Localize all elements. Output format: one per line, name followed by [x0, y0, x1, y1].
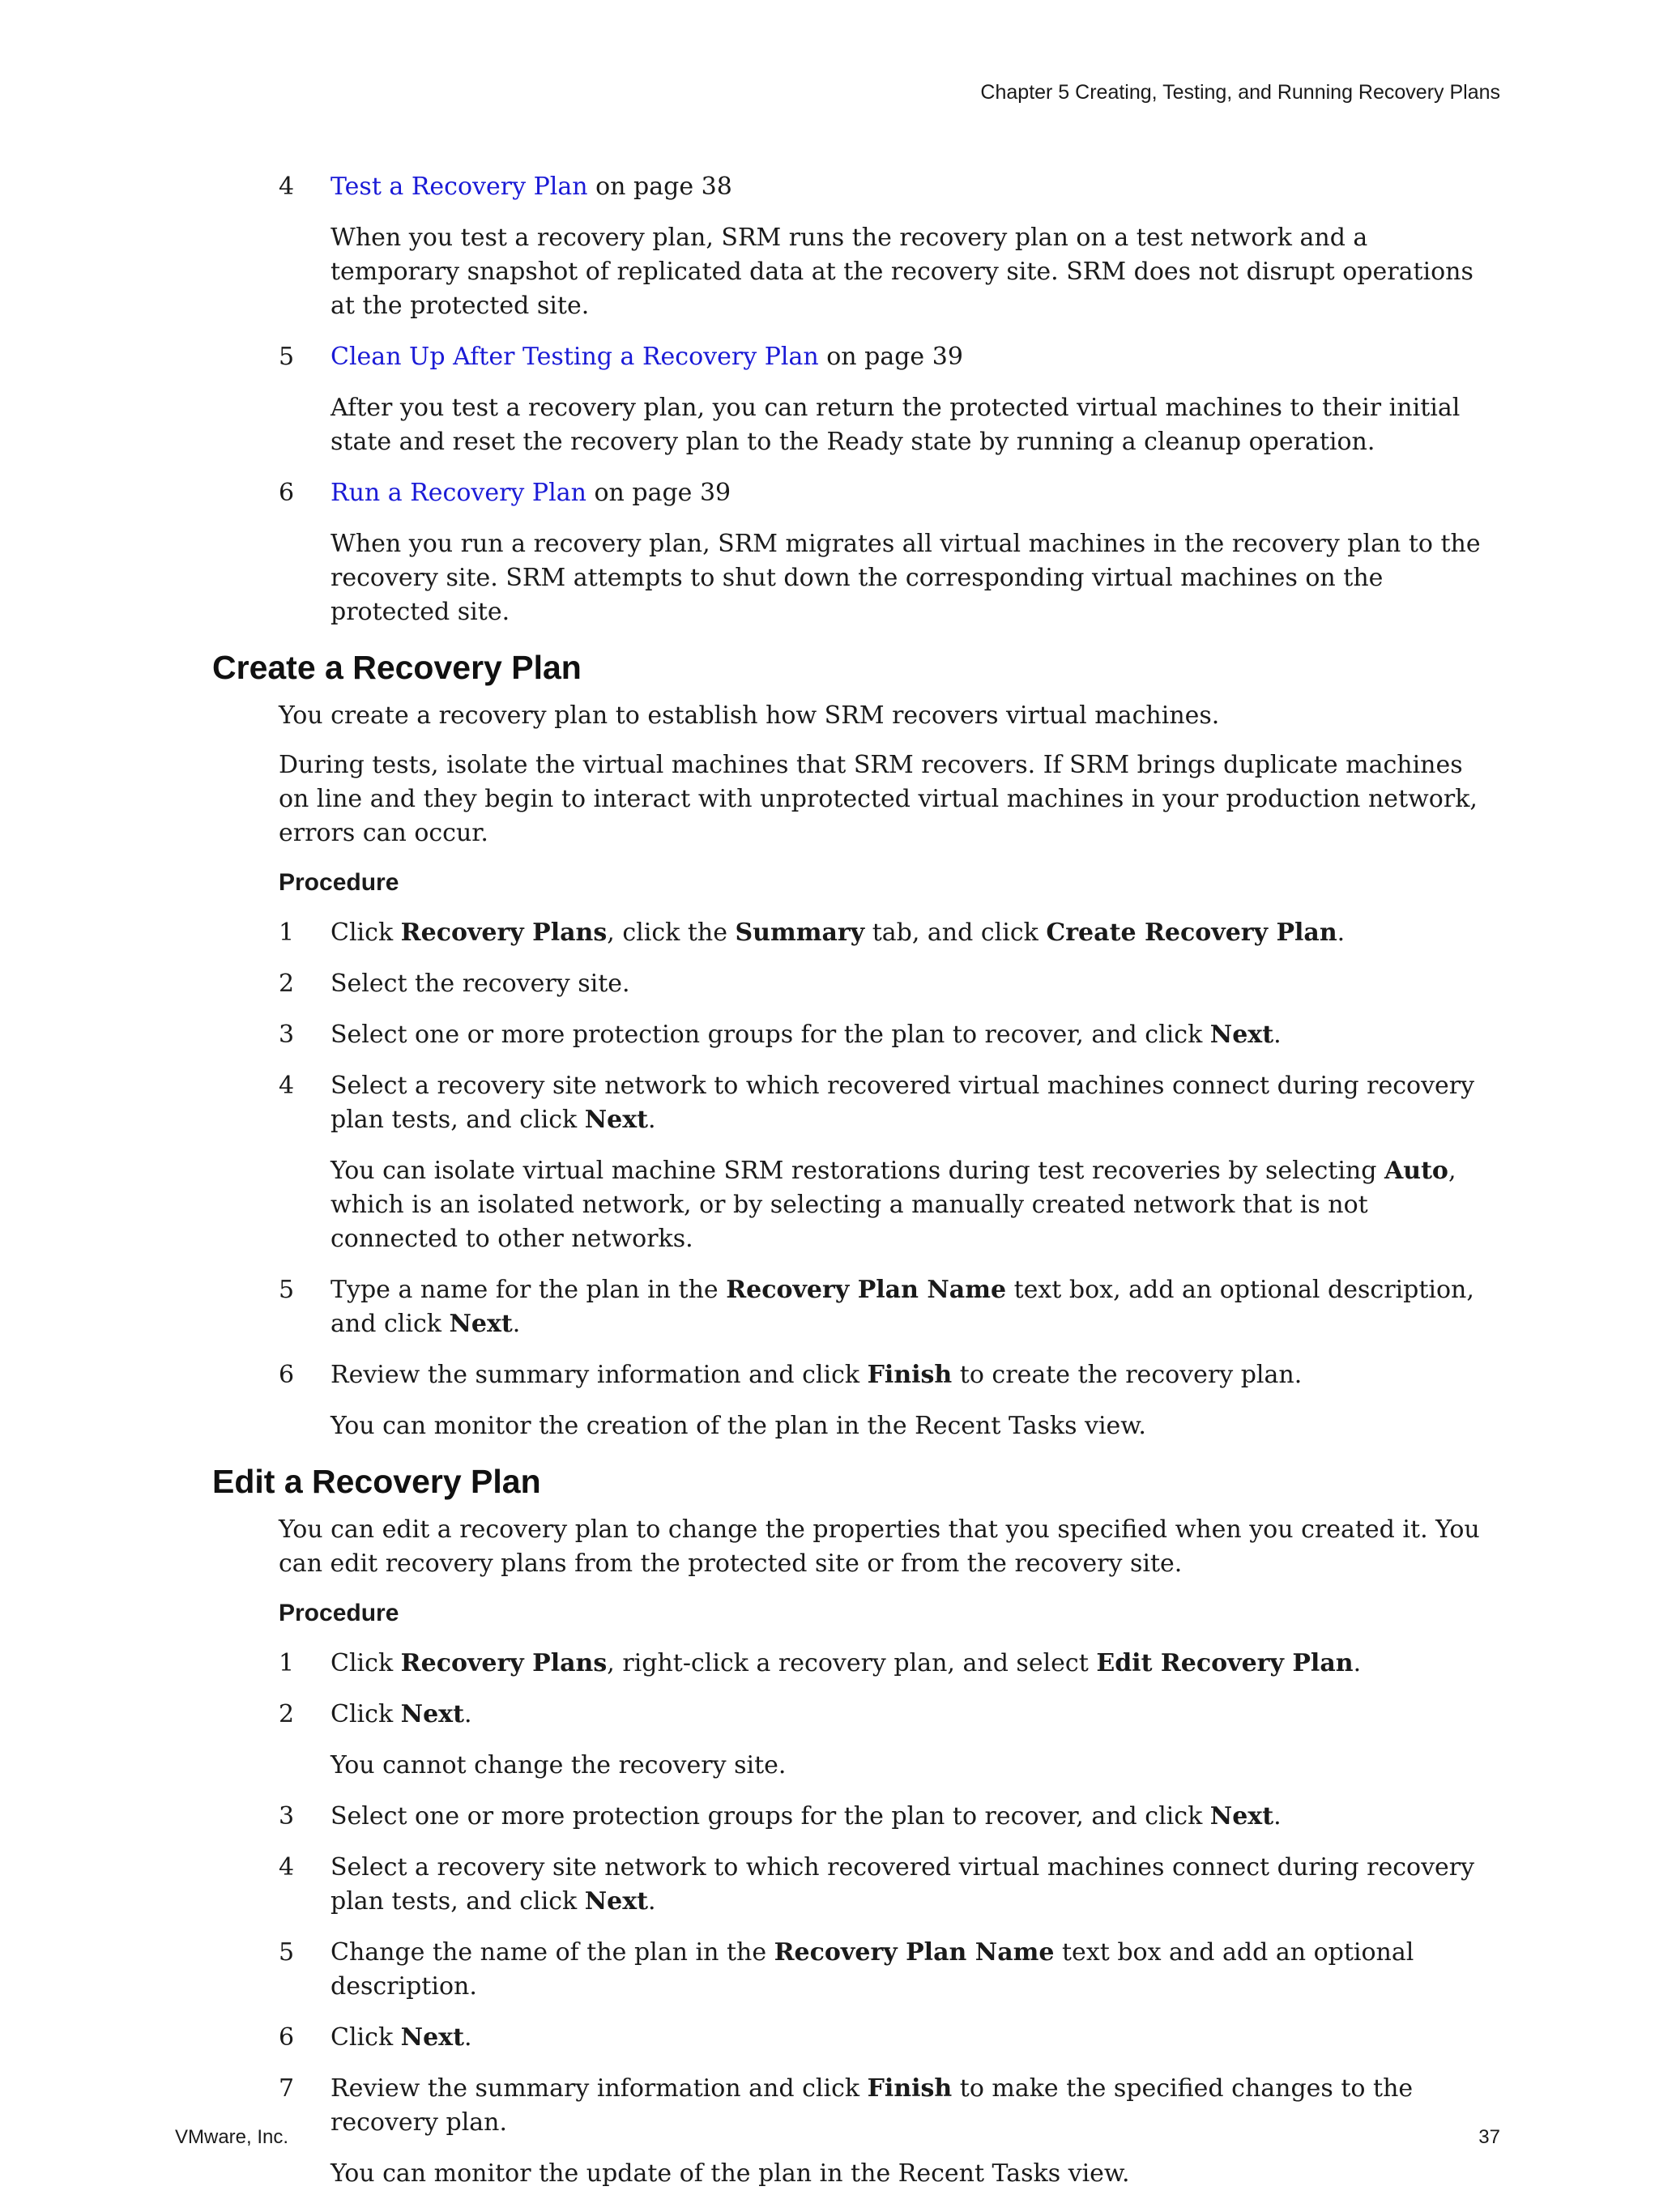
step-number: 4 [279, 1853, 295, 1882]
step-number: 2 [279, 970, 295, 998]
step-number: 1 [279, 918, 295, 947]
step-text [331, 340, 1489, 374]
procedure-step [279, 1273, 1489, 1341]
step-description: When you test a recovery plan, SRM runs the recovery plan on a test network and a temporary snapshot of replicated data at the recovery site. SRM does not disrupt operations at the protected site. [331, 224, 1473, 320]
step-text: Click Recovery Plans, right-click a recovery plan, and select Edit Recovery Plan. [331, 1649, 1362, 1677]
section-heading-edit: Edit a Recovery Plan [212, 1463, 541, 1500]
page-reference: on page 39 [586, 479, 731, 507]
step-number: 3 [279, 1021, 295, 1049]
step-text: Type a name for the plan in the Recovery Plan Name text box, add an optional description, and click Next. [331, 1276, 1474, 1338]
step-result: You can monitor the update of the plan in the Recent Tasks view. [331, 2159, 1130, 2188]
step-number: 6 [279, 479, 295, 507]
step-number: 5 [279, 1276, 295, 1304]
step-text [331, 170, 1489, 204]
body-paragraph: You create a recovery plan to establish how SRM recovers virtual machines. [279, 701, 1220, 730]
step-text: Select the recovery site. [331, 970, 630, 998]
step-number: 1 [279, 1649, 295, 1677]
procedure-step [279, 1647, 1489, 1681]
footer-company: VMware, Inc. [175, 2126, 289, 2148]
step-number: 4 [279, 1072, 295, 1100]
step-number: 4 [279, 173, 295, 201]
page-content [0, 170, 1659, 2208]
intro-step [279, 476, 1489, 629]
footer-page-number: 37 [1478, 2126, 1500, 2148]
procedure-step [279, 1698, 1489, 1783]
procedure-step [279, 967, 1489, 1001]
page-reference: on page 38 [587, 173, 732, 201]
procedure-step [279, 1358, 1489, 1443]
step-number: 3 [279, 1802, 295, 1831]
step-text: Select a recovery site network to which recovered virtual machines connect during recovery plan tests, and click Next. [331, 1853, 1475, 1916]
link-clean-up-after-testing[interactable]: Clean Up After Testing a Recovery Plan [331, 343, 819, 371]
step-number: 5 [279, 343, 295, 371]
link-run-recovery-plan[interactable]: Run a Recovery Plan [331, 479, 586, 507]
step-text: Click Next. [331, 2023, 472, 2052]
step-text: Click Recovery Plans, click the Summary tab, and click Create Recovery Plan. [331, 918, 1346, 947]
body-paragraph: You can edit a recovery plan to change the properties that you specified when you created it. You can edit recovery plans from the protected site or from the recovery site. [279, 1515, 1480, 1578]
procedure-label: Procedure [279, 869, 399, 896]
procedure-step [279, 1851, 1489, 1919]
procedure-label: Procedure [279, 1600, 399, 1626]
step-result: You can isolate virtual machine SRM restorations during test recoveries by selecting Auto, which is an isolated network, or by selecting a manually created network that is not connected to other networks. [331, 1157, 1456, 1253]
intro-step [279, 340, 1489, 459]
step-result: You can monitor the creation of the plan in the Recent Tasks view. [331, 1412, 1146, 1440]
step-text: Review the summary information and click Finish to make the specified changes to the recovery plan. [331, 2074, 1414, 2137]
step-text: Click Next. [331, 1700, 472, 1728]
step-text: Select one or more protection groups for the plan to recover, and click Next. [331, 1021, 1282, 1049]
procedure-step [279, 916, 1489, 950]
step-text: Review the summary information and click Finish to create the recovery plan. [331, 1361, 1303, 1389]
section-heading-create: Create a Recovery Plan [212, 649, 582, 686]
step-text: Select one or more protection groups for the plan to recover, and click Next. [331, 1802, 1282, 1831]
running-head: Chapter 5 Creating, Testing, and Running Recovery Plans [980, 81, 1500, 104]
intro-step [279, 170, 1489, 323]
procedure-step [279, 1800, 1489, 1834]
procedure-step [279, 2021, 1489, 2055]
step-description: When you run a recovery plan, SRM migrates all virtual machines in the recovery plan to the recovery site. SRM attempts to shut down the corresponding virtual machines on the protected site. [331, 530, 1481, 626]
page-reference: on page 39 [818, 343, 963, 371]
procedure-step [279, 1936, 1489, 2004]
body-paragraph: During tests, isolate the virtual machines that SRM recovers. If SRM brings duplicate machines on line and they begin to interact with unprotected virtual machines in your production network, errors can occur. [279, 751, 1478, 847]
step-text [331, 476, 1489, 510]
step-text: Change the name of the plan in the Recovery Plan Name text box and add an optional description. [331, 1938, 1414, 2001]
procedure-step [279, 1069, 1489, 1256]
link-test-recovery-plan[interactable]: Test a Recovery Plan [331, 173, 588, 201]
step-number: 5 [279, 1938, 295, 1967]
step-number: 6 [279, 1361, 295, 1389]
step-description: After you test a recovery plan, you can return the protected virtual machines to their initial state and reset the recovery plan to the Ready state by running a cleanup operation. [331, 394, 1461, 456]
step-number: 6 [279, 2023, 295, 2052]
step-number: 7 [279, 2074, 295, 2103]
step-number: 2 [279, 1700, 295, 1728]
step-result: You cannot change the recovery site. [331, 1751, 787, 1779]
procedure-step [279, 2072, 1489, 2191]
step-text: Select a recovery site network to which recovered virtual machines connect during recovery plan tests, and click Next. [331, 1072, 1475, 1134]
procedure-step [279, 1018, 1489, 1052]
